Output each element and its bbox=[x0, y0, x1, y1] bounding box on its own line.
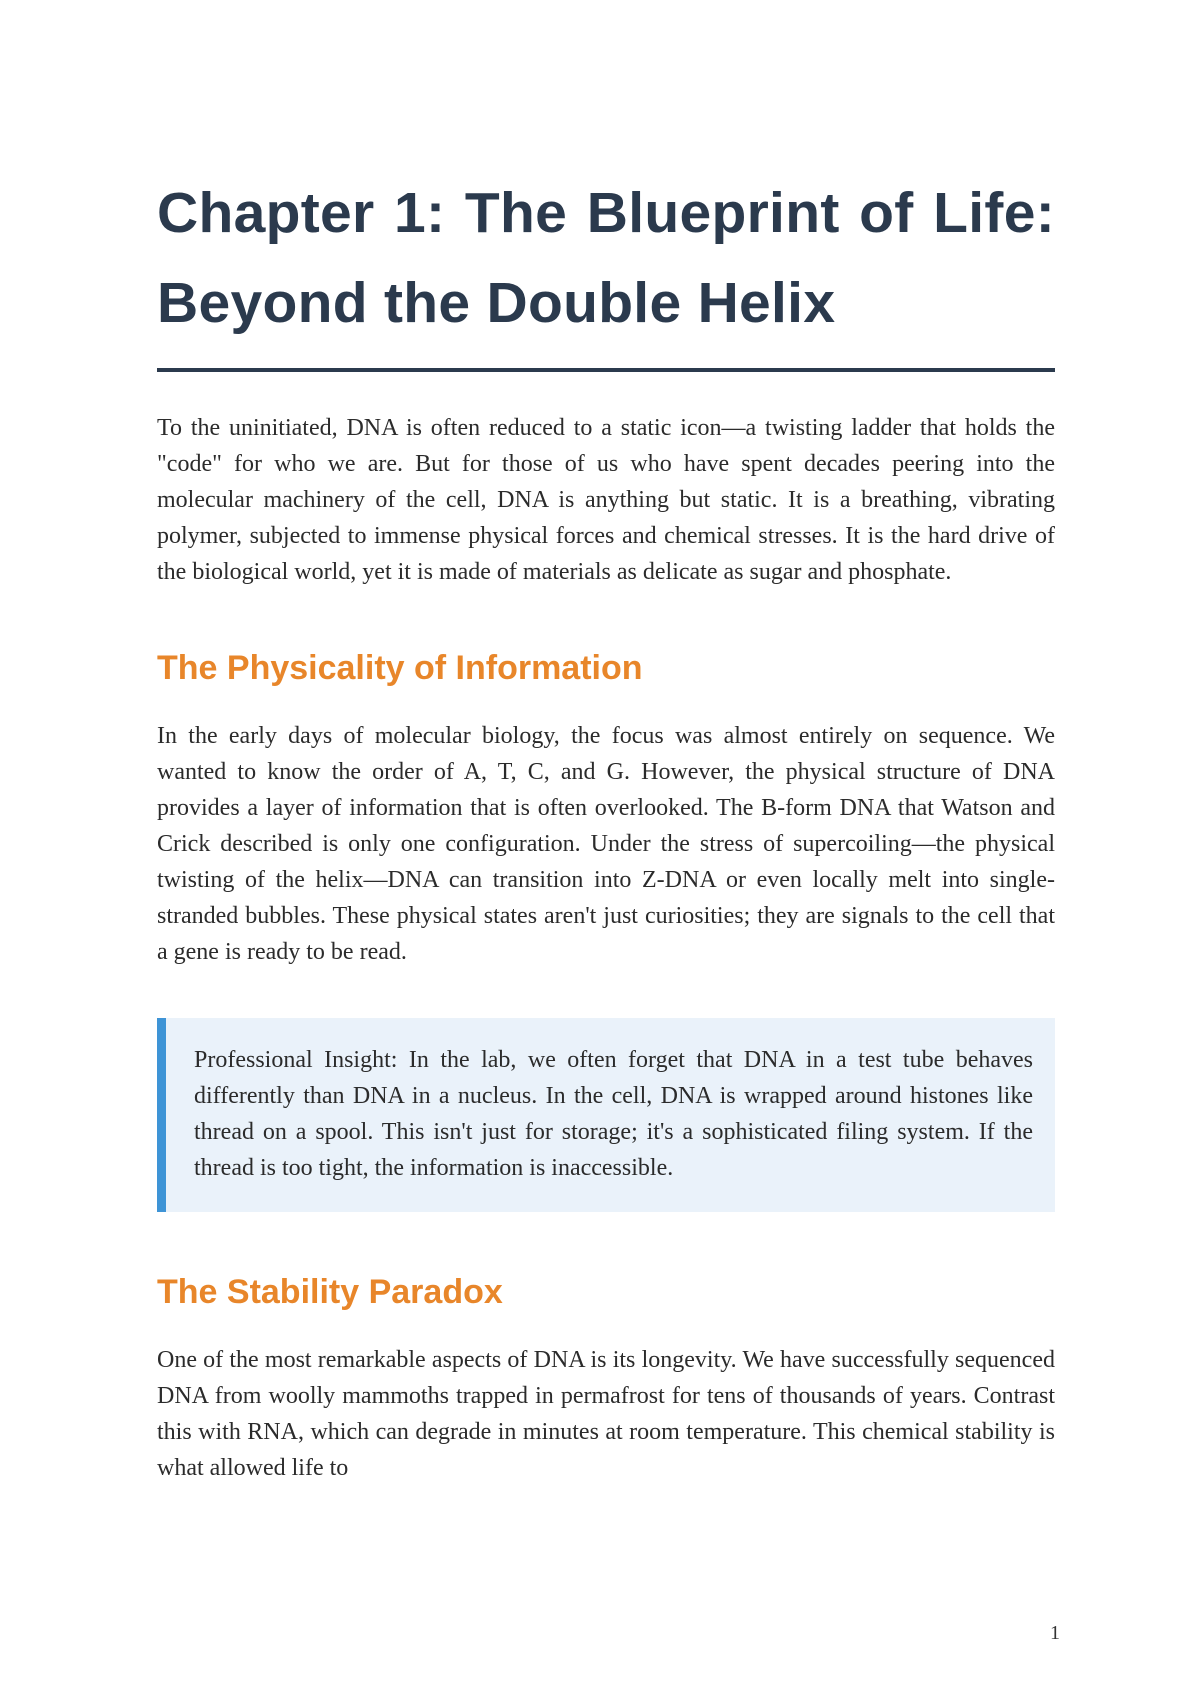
callout-text: In the lab, we often forget that DNA in a test tube behaves differently than DNA in a nucleus. In the cell, DNA is wrapped around histones like thread on a spool. This isn't just for storage; it's a sophisticated filing system. If the thread is too tight, the information is inaccessible. bbox=[194, 1047, 1033, 1181]
section-paragraph-physicality: In the early days of molecular biology, the focus was almost entirely on sequence. We wanted to know the order of A, T, C, and G. However, the physical structure of DNA provides a layer of information that is often overlooked. The B-form DNA that Watson and Crick described is only one configuration. Under the stress of supercoiling—the physical twisting of the helix—DNA can transition into Z-DNA or even locally melt into single-stranded bubbles. These physical states aren't just curiosities; they are signals to the cell that a gene is ready to be read. bbox=[157, 723, 1055, 965]
section-paragraph-stability: One of the most remarkable aspects of DNA is its longevity. We have successfully sequenced DNA from woolly mammoths trapped in permafrost for tens of thousands of years. Contrast this with RNA, which can degrade in minutes at room temperature. This chemical stability is what allowed life to bbox=[157, 1347, 1055, 1481]
page-number: 1 bbox=[1050, 1622, 1060, 1644]
section-heading-stability: The Stability Paradox bbox=[157, 1273, 503, 1311]
professional-insight-callout bbox=[157, 1018, 1055, 1212]
document-page bbox=[157, 168, 1055, 1486]
section-heading-physicality: The Physicality of Information bbox=[157, 649, 643, 687]
title-divider bbox=[157, 368, 1055, 372]
intro-paragraph: To the uninitiated, DNA is often reduced to a static icon—a twisting ladder that holds the "code" for who we are. But for those of us who have spent decades peering into the molecular machinery of the cell, DNA is anything but static. It is a breathing, vibrating polymer, subjected to immense physical forces and chemical stresses. It is the hard drive of the biological world, yet it is made of materials as delicate as sugar and phosphate. bbox=[157, 415, 1055, 585]
chapter-title: Chapter 1: The Blueprint of Life: Beyond the Double Helix bbox=[157, 181, 1055, 335]
callout-body bbox=[194, 1042, 1033, 1186]
callout-label: Professional Insight: bbox=[194, 1047, 398, 1073]
